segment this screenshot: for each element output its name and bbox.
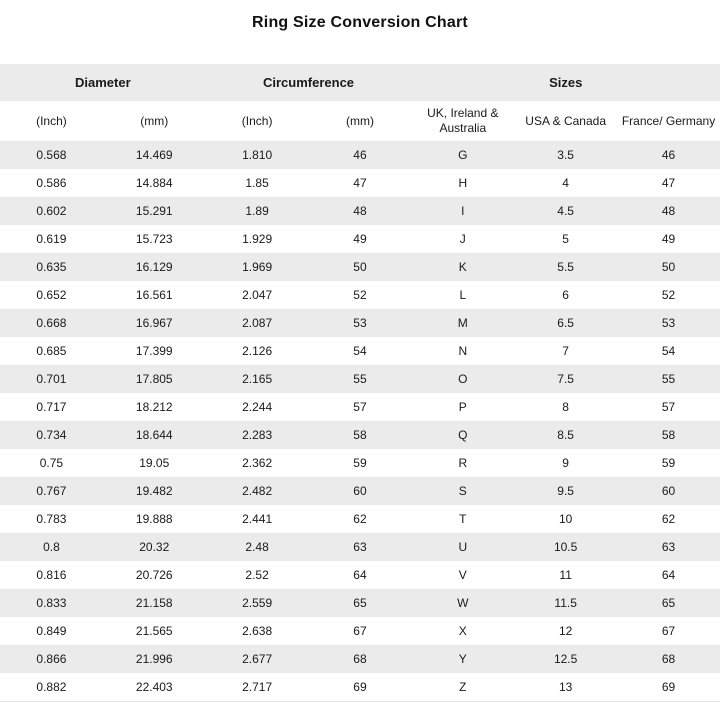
table-cell: 21.996 — [135, 652, 173, 666]
table-cell: 2.441 — [242, 512, 273, 526]
group-header-sizes: Sizes — [549, 75, 583, 90]
table-cell: 1.85 — [245, 176, 269, 190]
table-cell: 54 — [661, 344, 676, 358]
table-cell: 2.244 — [242, 400, 273, 414]
table-cell: J — [459, 232, 466, 246]
table-cell: X — [458, 624, 467, 638]
table-cell: 15.291 — [135, 204, 173, 218]
column-header: (Inch) — [241, 113, 273, 128]
table-cell: 4.5 — [557, 204, 574, 218]
table-cell: 19.05 — [139, 456, 170, 470]
table-cell: 2.165 — [242, 372, 273, 386]
table-cell: K — [458, 260, 467, 274]
table-cell: 67 — [353, 624, 367, 638]
table-cell: 8.5 — [557, 428, 574, 442]
table-row — [0, 421, 720, 449]
table-cell: 16.129 — [135, 260, 173, 274]
table-row — [0, 253, 720, 281]
table-cell: 4 — [562, 176, 569, 190]
table-cell: 0.717 — [36, 400, 67, 414]
table-row — [0, 449, 720, 477]
table-cell: 54 — [353, 344, 367, 358]
table-cell: 46 — [353, 148, 367, 162]
table-body — [0, 141, 720, 701]
table-cell: 2.362 — [242, 456, 273, 470]
group-header-row — [0, 64, 720, 101]
table-cell: 12 — [558, 624, 573, 638]
table-row — [0, 365, 720, 393]
table-row — [0, 505, 720, 533]
table-cell: 65 — [353, 596, 367, 610]
table-cell: 16.561 — [135, 288, 173, 302]
table-cell: 69 — [353, 679, 367, 694]
table-cell: 20.32 — [139, 540, 170, 554]
table-cell: 0.635 — [36, 260, 67, 274]
table-cell: 22.403 — [135, 679, 173, 694]
table-cell: 0.783 — [36, 512, 67, 526]
table-cell: 1.89 — [245, 204, 269, 218]
table-cell: 8 — [562, 400, 569, 414]
table-cell: 59 — [353, 456, 367, 470]
table-cell: 60 — [353, 484, 367, 498]
table-cell: V — [458, 568, 467, 582]
table-cell: 50 — [661, 260, 676, 274]
table-cell: 2.48 — [245, 540, 269, 554]
table-row — [0, 141, 720, 169]
table-cell: 52 — [661, 288, 676, 302]
table-cell: 59 — [661, 456, 676, 470]
table-cell: 19.482 — [135, 484, 173, 498]
table-row — [0, 477, 720, 505]
table-cell: 52 — [353, 288, 367, 302]
table-cell: I — [461, 204, 465, 218]
table-cell: 62 — [353, 512, 367, 526]
table-cell: 0.619 — [36, 232, 67, 246]
table-cell: 1.929 — [242, 232, 273, 246]
table-cell: 53 — [353, 316, 367, 330]
table-cell: 1.969 — [242, 260, 273, 274]
table-cell: 6.5 — [557, 316, 574, 330]
table-cell: 50 — [353, 260, 367, 274]
table-cell: 2.677 — [242, 652, 273, 666]
table-cell: 0.586 — [36, 176, 67, 190]
table-cell: 49 — [353, 232, 367, 246]
ring-size-conversion-table — [0, 64, 720, 702]
table-row — [0, 533, 720, 561]
table-cell: 7 — [562, 344, 569, 358]
table-cell: 65 — [661, 596, 676, 610]
table-row — [0, 393, 720, 421]
table-cell: Y — [458, 652, 467, 666]
table-cell: 11 — [559, 568, 572, 582]
table-cell: 14.884 — [135, 176, 173, 190]
table-cell: 0.668 — [36, 316, 67, 330]
table-cell: 57 — [661, 400, 676, 414]
column-header: (Inch) — [36, 113, 67, 128]
table-row — [0, 589, 720, 617]
table-cell: 11.5 — [554, 596, 577, 610]
table-cell: 2.638 — [242, 624, 273, 638]
table-cell: 55 — [353, 372, 367, 386]
table-cell: Q — [458, 428, 468, 442]
table-cell: H — [458, 176, 468, 190]
table-cell: 20.726 — [135, 568, 173, 582]
table-cell: 0.849 — [36, 624, 67, 638]
table-cell: 5.5 — [557, 260, 574, 274]
table-cell: 68 — [661, 652, 676, 666]
table-cell: 58 — [353, 428, 367, 442]
table-cell: W — [457, 596, 469, 610]
table-cell: U — [458, 540, 468, 554]
column-header: UK, Ireland & Australia — [427, 106, 499, 135]
table-cell: 69 — [661, 679, 676, 694]
table-cell: 49 — [661, 232, 676, 246]
table-row — [0, 309, 720, 337]
table-cell: 67 — [661, 624, 676, 638]
table-cell: 62 — [661, 512, 676, 526]
table-cell: 2.126 — [242, 344, 273, 358]
table-cell: 68 — [353, 652, 367, 666]
column-header: USA & Canada — [525, 113, 606, 128]
group-header-circumference: Circumference — [263, 75, 355, 90]
table-cell: 2.52 — [245, 568, 269, 582]
table-cell: R — [458, 456, 468, 470]
table-cell: 2.717 — [242, 679, 273, 694]
table-cell: 16.967 — [135, 316, 173, 330]
table-cell: 10.5 — [553, 540, 578, 554]
table-cell: O — [458, 372, 468, 386]
table-cell: 12.5 — [553, 652, 578, 666]
table-cell: 0.701 — [36, 372, 67, 386]
table-cell: N — [458, 344, 468, 358]
column-header: (mm) — [345, 113, 374, 128]
table-cell: 1.810 — [242, 148, 273, 162]
table-cell: 55 — [661, 372, 676, 386]
table-cell: G — [458, 148, 468, 162]
table-row — [0, 281, 720, 309]
page-title: Ring Size Conversion Chart — [252, 14, 468, 31]
table-cell: Z — [459, 679, 467, 694]
table-cell: 47 — [661, 176, 676, 190]
table-row — [0, 617, 720, 645]
table-row — [0, 225, 720, 253]
table-cell: 58 — [661, 428, 676, 442]
table-head — [0, 64, 720, 141]
table-cell: 0.734 — [36, 428, 67, 442]
table-cell: 0.866 — [36, 652, 67, 666]
column-header: (mm) — [140, 113, 169, 128]
table-cell: 19.888 — [135, 512, 173, 526]
table-row — [0, 645, 720, 673]
table-cell: 0.602 — [36, 204, 67, 218]
sub-header-row — [0, 101, 720, 141]
table-cell: 21.565 — [135, 624, 173, 638]
table-cell: 2.283 — [242, 428, 273, 442]
table-cell: 46 — [661, 148, 676, 162]
table-cell: M — [457, 316, 468, 330]
table-cell: 47 — [353, 176, 367, 190]
table-cell: 17.399 — [135, 344, 173, 358]
table-cell: 0.816 — [36, 568, 67, 582]
table-row — [0, 169, 720, 197]
table-cell: L — [459, 288, 467, 302]
table-cell: 63 — [353, 540, 367, 554]
table-cell: 10 — [558, 512, 573, 526]
table-row — [0, 561, 720, 589]
table-cell: 64 — [661, 568, 676, 582]
table-cell: 0.767 — [36, 484, 67, 498]
column-header: France/ Germany — [621, 113, 716, 128]
table-cell: 21.158 — [135, 596, 173, 610]
table-cell: 0.685 — [36, 344, 67, 358]
table-cell: 64 — [353, 568, 367, 582]
table-cell: 9.5 — [557, 484, 574, 498]
table-row — [0, 673, 720, 701]
table-cell: 14.469 — [135, 148, 173, 162]
table-cell: 0.568 — [36, 148, 67, 162]
table-cell: 0.8 — [43, 540, 60, 554]
table-cell: 2.087 — [242, 316, 273, 330]
table-cell: 5 — [562, 232, 569, 246]
table-cell: S — [458, 484, 467, 498]
table-cell: P — [458, 400, 467, 414]
table-cell: 0.882 — [36, 679, 67, 694]
table-cell: 15.723 — [135, 232, 173, 246]
table-cell: 3.5 — [557, 148, 574, 162]
table-cell: 2.482 — [242, 484, 273, 498]
table-cell: 2.047 — [242, 288, 273, 302]
table-cell: 0.833 — [36, 596, 67, 610]
table-cell: 63 — [661, 540, 676, 554]
table-row — [0, 337, 720, 365]
table-cell: 7.5 — [557, 372, 574, 386]
table-row — [0, 197, 720, 225]
table-cell: 60 — [661, 484, 676, 498]
group-header-diameter: Diameter — [75, 75, 131, 90]
table-cell: 48 — [661, 204, 676, 218]
table-cell: T — [459, 512, 467, 526]
table-cell: 57 — [353, 400, 367, 414]
table-cell: 2.559 — [242, 596, 273, 610]
table-cell: 0.75 — [39, 456, 64, 470]
table-cell: 18.644 — [135, 428, 173, 442]
table-cell: 53 — [661, 316, 676, 330]
table-cell: 18.212 — [135, 400, 173, 414]
table-cell: 48 — [353, 204, 367, 218]
table-cell: 9 — [562, 456, 569, 470]
table-cell: 0.652 — [36, 288, 67, 302]
table-cell: 6 — [562, 288, 569, 302]
table-cell: 17.805 — [135, 372, 173, 386]
table-cell: 13 — [558, 679, 573, 694]
